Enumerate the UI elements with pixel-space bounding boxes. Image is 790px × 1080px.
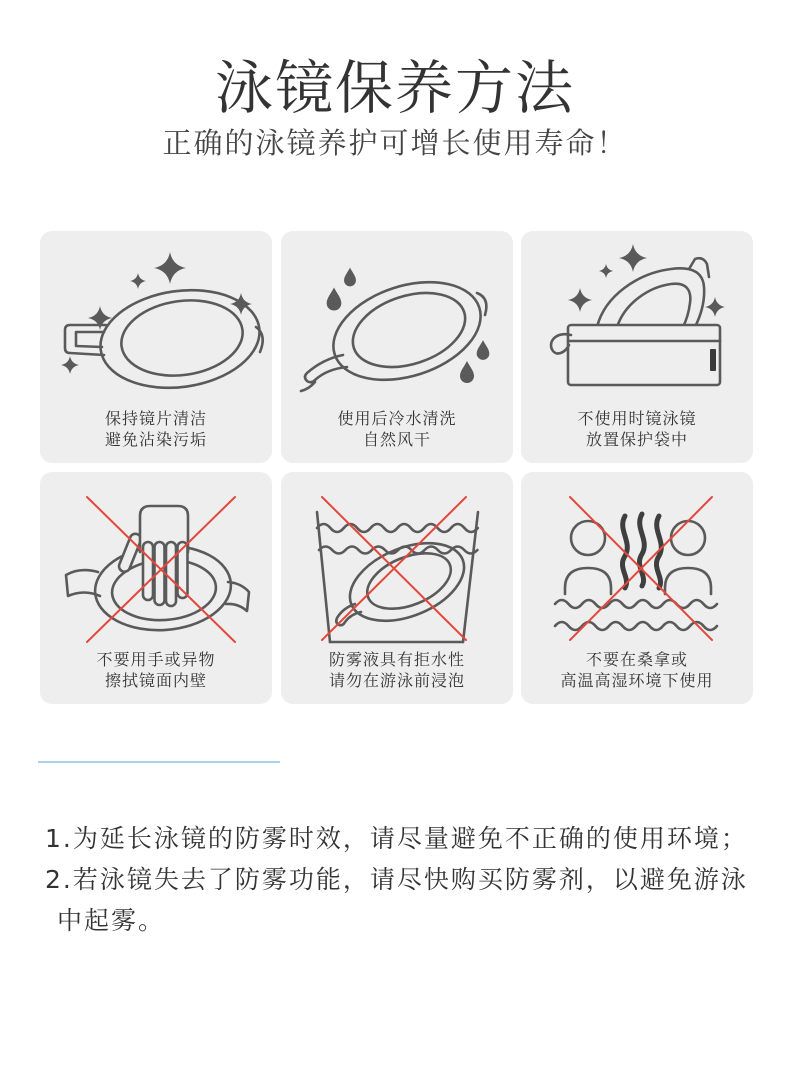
note-line: 1.为延长泳镜的防雾时效，请尽量避免不正确的使用环境； [45, 824, 748, 853]
water-wave [317, 524, 478, 532]
tip-card-no-soaking [281, 472, 513, 704]
tip-caption [40, 649, 272, 691]
goggle-water-drop-icon [281, 231, 513, 406]
tip-caption-line1: 使用后冷水清洗 [337, 409, 457, 428]
hand [117, 506, 188, 606]
strap [301, 382, 315, 391]
care-notes [45, 818, 748, 941]
tip-caption-line1: 不要用手或异物 [96, 650, 216, 669]
storage-bag [568, 325, 720, 385]
goggle-soak-icon [281, 472, 513, 647]
goggle-lens [617, 284, 690, 327]
tip-caption-line2: 自然风干 [362, 430, 431, 449]
prohibited-cross [322, 497, 466, 640]
tip-caption-line2: 放置保护袋中 [585, 430, 688, 449]
goggle-in-bag-icon [521, 231, 753, 406]
sparkle [230, 293, 252, 315]
tip-card-no-sauna [521, 472, 753, 704]
tip-caption [521, 649, 753, 691]
hand-finger [166, 542, 176, 606]
sparkle [568, 288, 592, 312]
bag-logo [710, 349, 716, 371]
goggle-lens [343, 280, 474, 381]
tip-caption-line1: 不要在桑拿或 [585, 650, 688, 669]
sparkle [154, 252, 186, 284]
person-head [671, 521, 705, 555]
tip-card-rinse-cold-water [281, 231, 513, 463]
goggle-frame [597, 268, 704, 327]
hand-touch-lens-icon [40, 472, 272, 647]
tip-caption-line1: 不使用时镜泳镜 [577, 409, 697, 428]
tip-caption-line2: 请勿在游泳前浸泡 [328, 671, 465, 690]
tip-caption-line1: 防雾液具有拒水性 [328, 650, 465, 669]
sparkle [88, 306, 112, 330]
steam [622, 514, 661, 588]
tip-caption-line2: 擦拭镜面内壁 [104, 671, 207, 690]
tip-caption [521, 408, 753, 450]
tip-caption [281, 649, 513, 691]
heat-wave [555, 600, 717, 608]
goggle-lens [116, 293, 247, 383]
note-line: 2.若泳镜失去了防雾功能，请尽快购买防雾剂，以避免游泳 [45, 865, 748, 894]
water-drop [327, 287, 342, 310]
tip-caption-line2: 高温高湿环境下使用 [560, 671, 714, 690]
tip-card-store-in-bag [521, 231, 753, 463]
container-wall-left [317, 512, 330, 642]
goggle-sparkle-icon [40, 231, 272, 406]
sparkle [61, 356, 79, 374]
tip-caption-line2: 避免沾染污垢 [104, 430, 207, 449]
water-drop [477, 340, 490, 360]
water-drop [460, 361, 474, 383]
sparkle [599, 264, 613, 278]
heat-wave [555, 622, 717, 630]
page-subtitle: 正确的泳镜养护可增长使用寿命！ [162, 126, 628, 160]
strap-clip [305, 355, 347, 382]
tip-caption-line1: 保持镜片清洁 [104, 409, 207, 428]
sauna-steam-icon [521, 472, 753, 647]
water-drop [344, 268, 356, 287]
note-line: 中起雾。 [57, 906, 166, 935]
sparkle [619, 244, 647, 272]
hand-finger [143, 542, 153, 600]
tip-caption [40, 408, 272, 450]
person-body [565, 568, 611, 594]
person-body [665, 568, 711, 594]
accent-divider [38, 761, 280, 763]
tip-caption [281, 408, 513, 450]
page-title: 泳镜保养方法 [214, 54, 575, 122]
tip-card-keep-lens-clean [40, 231, 272, 463]
sparkle [130, 273, 146, 289]
tip-card-no-wiping-inside [40, 472, 272, 704]
sparkle [705, 297, 725, 317]
